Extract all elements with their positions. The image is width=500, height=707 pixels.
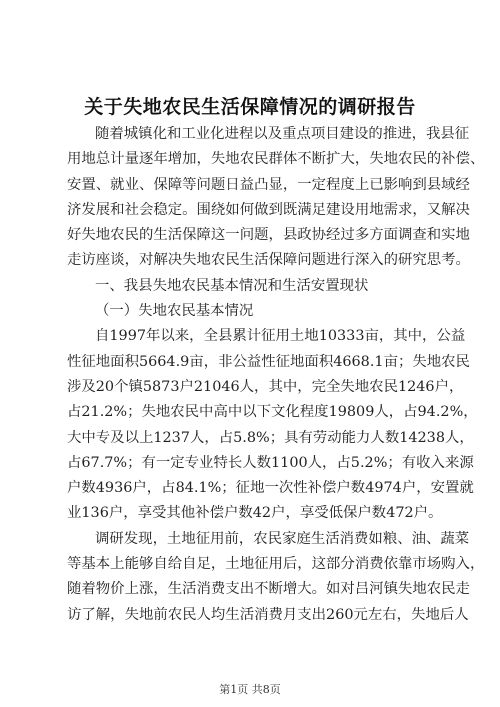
paragraph-line: 调研发现，土地征用前，农民家庭生活消费如粮、油、蔬菜 bbox=[95, 530, 470, 547]
paragraph-line: 等基本上能够自给自足，土地征用后，这部分消费依靠市场购入， bbox=[67, 556, 485, 573]
paragraph-line: 访了解，失地前农民人均生活消费月支出260元左右，失地后人 bbox=[67, 606, 469, 623]
paragraph-line: 随着物价上涨，生活消费支出不断增大。如对吕河镇失地农民走 bbox=[67, 581, 470, 598]
paragraph-line: 业136户，享受其他补偿户数42户，享受低保户数472户。 bbox=[67, 505, 443, 522]
paragraph-line: 占21.2%；失地农民中高中以下文化程度19809人，占94.2%， bbox=[67, 404, 478, 421]
paragraph-line: 安置、就业、保障等问题日益凸显，一定程度上已影响到县域经 bbox=[67, 176, 470, 193]
document-body bbox=[67, 122, 485, 628]
paragraph-line: 用地总计量逐年增加，失地农民群体不断扩大，失地农民的补偿、 bbox=[67, 151, 485, 168]
page-footer: 第1页 共8页 bbox=[219, 683, 281, 696]
section-heading: 一、我县失地农民基本情况和生活安置现状 bbox=[95, 277, 369, 294]
document-title: 关于失地农民生活保障情况的调研报告 bbox=[84, 96, 416, 118]
subsection-heading: （一）失地农民基本情况 bbox=[95, 303, 254, 320]
paragraph-line: 随着城镇化和工业化进程以及重点项目建设的推进，我县征 bbox=[95, 126, 470, 142]
paragraph-line: 大中专及以上1237人，占5.8%；具有劳动能力人数14238人， bbox=[67, 429, 474, 446]
paragraph-line: 济发展和社会稳定。围绕如何做到既满足建设用地需求，又解决 bbox=[67, 201, 470, 218]
paragraph-line: 涉及20个镇5873户21046人，其中，完全失地农民1246户， bbox=[67, 378, 464, 395]
paragraph-line: 自1997年以来，全县累计征用土地10333亩，其中，公益 bbox=[95, 328, 466, 345]
paragraph-line: 占67.7%；有一定专业特长人数1100人，占5.2%；有收入来源 bbox=[67, 454, 474, 471]
paragraph-line: 户数4936户，占84.1%；征地一次性补偿户数4974户，安置就 bbox=[67, 480, 474, 497]
paragraph-line: 好失地农民的生活保障这一问题，县政协经过多方面调查和实地 bbox=[67, 227, 470, 244]
paragraph-line: 走访座谈，对解决失地农民生活保障问题进行深入的研究思考。 bbox=[67, 252, 470, 269]
paragraph-line: 性征地面积5664.9亩，非公益性征地面积4668.1亩；失地农民 bbox=[67, 353, 470, 370]
